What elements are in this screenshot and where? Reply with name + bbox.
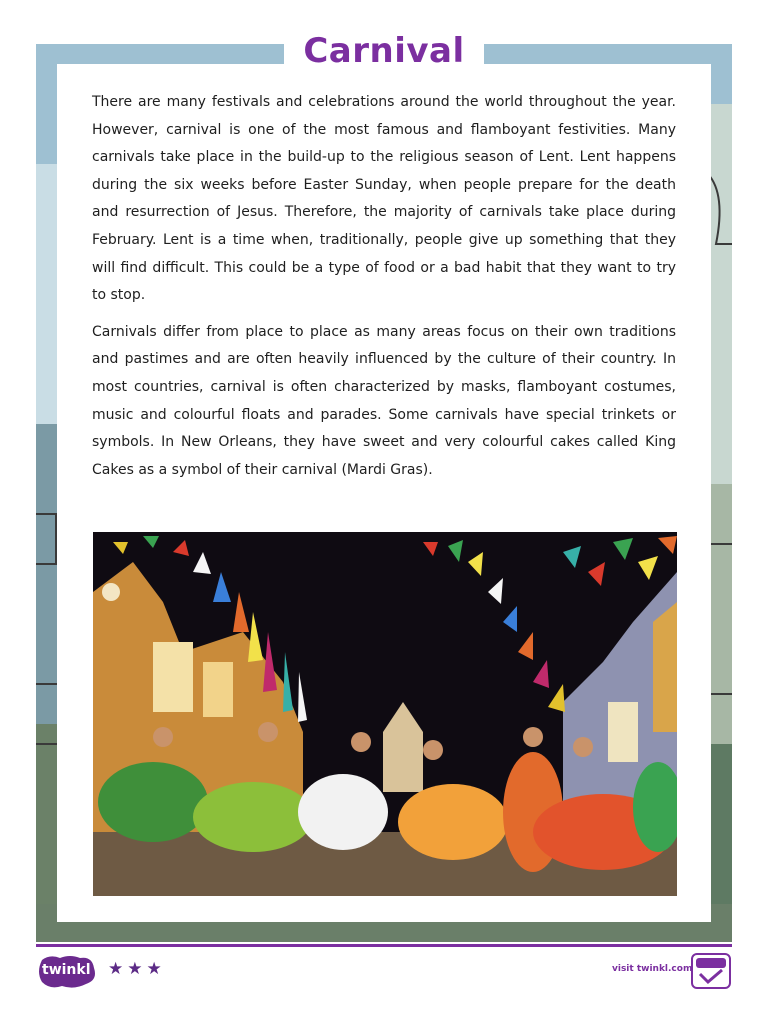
logo-text: twinkl	[42, 962, 91, 978]
visit-link[interactable]: visit twinkl.com	[612, 964, 693, 974]
page-title: Carnival	[303, 31, 465, 71]
quality-badge-icon	[690, 952, 734, 992]
rating-stars: ★★★	[108, 959, 166, 979]
footer-divider	[36, 944, 732, 947]
title-banner	[284, 28, 484, 74]
carnival-photo	[93, 532, 677, 896]
body-text	[92, 89, 676, 493]
paragraph-2: Carnivals differ from place to place as many areas focus on their own traditions and pastimes and are often heavily influenced by the culture of their country. In most countries, carnival is often characterized by masks, flamboyant costumes, music and colourful floats and parades. Some carnivals have special trinkets or symbols. In New Orleans, they have sweet and very colourful cakes called King Cakes as a symbol of their carnival (Mardi Gras).	[92, 323, 676, 478]
paragraph-1: There are many festivals and celebrations around the world throughout the year. However, carnival is one of the most famous and flamboyant festivities. Many carnivals take place in the build-up to the religious season of Lent. Lent happens during the six weeks before Easter Sunday, when people prepare for the death and resurrection of Jesus. Therefore, the majority of carnivals take place during February. Lent is a time when, traditionally, people give up something that they will find difficult. This could be a type of food or a bad habit that they want to try to stop.	[92, 94, 676, 304]
